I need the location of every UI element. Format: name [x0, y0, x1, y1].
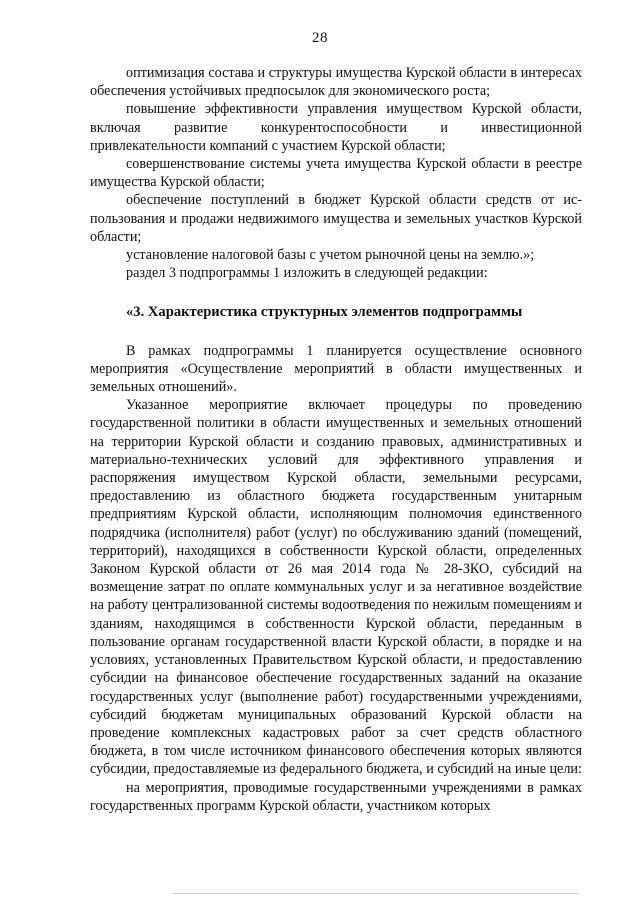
bottom-divider: [172, 893, 578, 894]
body-paragraph: раздел 3 подпрограммы 1 изложить в следующей редакции:: [126, 265, 488, 282]
page-number: 28: [312, 30, 328, 46]
section-paragraph: В рамках подпрограммы 1 планируется осуществление основного мероприятия «Осуществление мероприятий в области имущественных и земельных отношений».: [90, 342, 582, 396]
body-paragraph: обеспечение поступлений в бюджет Курской области средств от использования и продажи недвижимого имущества и земельных участков Курской области;: [90, 192, 582, 245]
document-body: [90, 64, 582, 815]
body-paragraph: повышение эффективности управления имуществом Курской области, включая развитие конкурентоспособности и инвестиционной привлекательности компаний с участием Курской области;: [90, 101, 582, 154]
body-paragraph: установление налоговой базы с учетом рыночной цены на землю.»;: [126, 247, 535, 264]
section-paragraph: Указанное мероприятие включает процедуры по проведению государственной политики в области имущественных и земельных отношений на территории Курской области и созданию правовых, административных и материально-технических условий для эффективного управления и распоряжения имуществом Курской области, земельными ресурсами, предоставлению из областного бюджета государственным унитарным предприятиям Курской области, исполняющим полномочия единственного подрядчика (исполнителя) работ (услуг) по обслуживанию зданий (помещений, территорий), находящихся в собственности Курской области, определенных Законом Курской области от 26 мая 2014 года № 28-ЗКО, субсидий на возмещение затрат по оплате коммунальных услуг и за негативное воздействие на работу централизованной системы водоотведения по нежилым помещениям и зданиям, находящимся в собственности Курской области, переданным в пользование органам государственной власти Курской области, в порядке и на условиях, установленных Правительством Курской области, и предоставлению субсидии на финансовое обеспечение государственных заданий на оказание государственных услуг (выполнение работ) государственными учреждениями, субсидий бюджетам муниципальных образований Курской области на проведение комплексных кадастровых работ за счет средств областного бюджета, в том числе источником финансового обеспечения которых являются субсидии, предоставляемые из федерального бюджета, и субсидий на иные цели:: [90, 397, 582, 778]
body-paragraph: оптимизация состава и структуры имущества Курской области в интересах обеспечения устойчивых предпосылок для экономического роста;: [90, 65, 582, 100]
section-heading: «3. Характеристика структурных элементов подпрограммы: [126, 304, 523, 321]
body-paragraph: совершенствование системы учета имущества Курской области в реестре имущества Курской области;: [90, 156, 582, 191]
section-paragraph: на мероприятия, проводимые государственными учреждениями в рамках государственных программ Курской области, участником которых: [90, 779, 582, 814]
